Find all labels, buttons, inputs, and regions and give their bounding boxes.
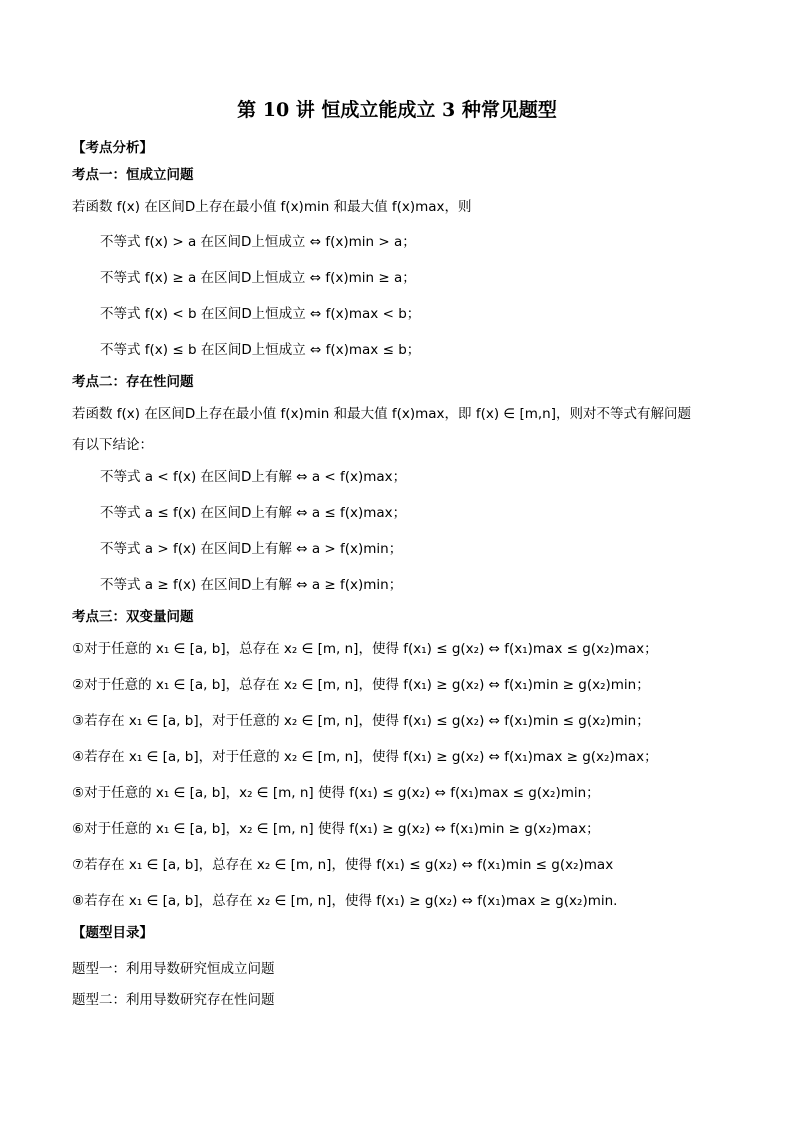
section-heading-catalog: 【题型目录】: [72, 925, 153, 941]
point2-intro-line2: 有以下结论：: [72, 437, 153, 453]
page-title: 第 10 讲 恒成立能成立 3 种常见题型: [237, 99, 557, 121]
catalog-item: 题型一：利用导数研究恒成立问题: [72, 961, 275, 977]
point2-item: 不等式 a ≤ f(x) 在区间D上有解 ⇔ a ≤ f(x)max；: [100, 505, 407, 521]
point1-item: 不等式 f(x) ≤ b 在区间D上恒成立 ⇔ f(x)max ≤ b；: [100, 342, 421, 358]
point3-item: ⑤对于任意的 x₁ ∈ [a, b]，x₂ ∈ [m, n] 使得 f(x₁) ≤ g(x₂) ⇔ f(x₁)max ≤ g(x₂)min；: [72, 785, 600, 801]
point2-intro-line1: 若函数 f(x) 在区间D上存在最小值 f(x)min 和最大值 f(x)max，即 f(x) ∈ [m,n]，则对不等式有解问题: [72, 406, 691, 422]
section-heading-analysis: 【考点分析】: [72, 140, 153, 156]
point3-item: ⑥对于任意的 x₁ ∈ [a, b]，x₂ ∈ [m, n] 使得 f(x₁) ≥ g(x₂) ⇔ f(x₁)min ≥ g(x₂)max；: [72, 821, 600, 837]
point1-intro: 若函数 f(x) 在区间D上存在最小值 f(x)min 和最大值 f(x)max，则: [72, 199, 472, 215]
point2-heading: 考点二：存在性问题: [72, 374, 194, 390]
point3-item: ⑦若存在 x₁ ∈ [a, b]，总存在 x₂ ∈ [m, n]，使得 f(x₁) ≤ g(x₂) ⇔ f(x₁)min ≤ g(x₂)max: [72, 857, 614, 873]
point3-item: ④若存在 x₁ ∈ [a, b]，对于任意的 x₂ ∈ [m, n]，使得 f(x₁) ≥ g(x₂) ⇔ f(x₁)max ≥ g(x₂)max；: [72, 749, 658, 765]
point1-item: 不等式 f(x) > a 在区间D上恒成立 ⇔ f(x)min > a；: [100, 234, 416, 250]
point2-item: 不等式 a ≥ f(x) 在区间D上有解 ⇔ a ≥ f(x)min；: [100, 577, 403, 593]
point3-item: ②对于任意的 x₁ ∈ [a, b]，总存在 x₂ ∈ [m, n]，使得 f(x₁) ≥ g(x₂) ⇔ f(x₁)min ≥ g(x₂)min；: [72, 677, 650, 693]
point3-item: ①对于任意的 x₁ ∈ [a, b]，总存在 x₂ ∈ [m, n]，使得 f(x₁) ≤ g(x₂) ⇔ f(x₁)max ≤ g(x₂)max；: [72, 641, 658, 657]
point1-heading: 考点一：恒成立问题: [72, 167, 194, 183]
point2-item: 不等式 a < f(x) 在区间D上有解 ⇔ a < f(x)max；: [100, 469, 407, 485]
point2-item: 不等式 a > f(x) 在区间D上有解 ⇔ a > f(x)min；: [100, 541, 403, 557]
point3-heading: 考点三：双变量问题: [72, 609, 194, 625]
point3-item: ③若存在 x₁ ∈ [a, b]，对于任意的 x₂ ∈ [m, n]，使得 f(x₁) ≤ g(x₂) ⇔ f(x₁)min ≤ g(x₂)min；: [72, 713, 650, 729]
point1-item: 不等式 f(x) < b 在区间D上恒成立 ⇔ f(x)max < b；: [100, 306, 421, 322]
catalog-item: 题型二：利用导数研究存在性问题: [72, 992, 275, 1008]
point1-item: 不等式 f(x) ≥ a 在区间D上恒成立 ⇔ f(x)min ≥ a；: [100, 270, 416, 286]
point3-item: ⑧若存在 x₁ ∈ [a, b]，总存在 x₂ ∈ [m, n]，使得 f(x₁) ≥ g(x₂) ⇔ f(x₁)max ≥ g(x₂)min.: [72, 893, 618, 909]
